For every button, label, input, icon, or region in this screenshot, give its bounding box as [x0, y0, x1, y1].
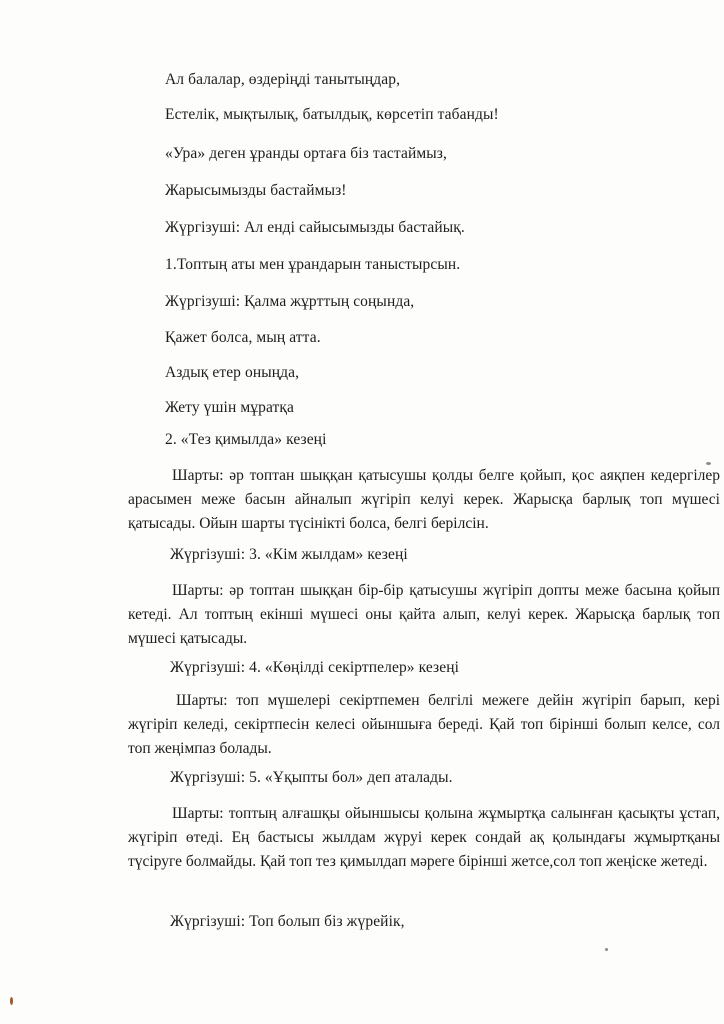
text-line-11: 2. «Тез қимылда» кезеңі	[165, 431, 327, 448]
text-line-3: «Ура» деген ұранды ортаға біз тастаймыз,	[165, 145, 447, 162]
scan-mark	[10, 997, 13, 1005]
text-line-4: Жарысымызды бастаймыз!	[165, 182, 347, 199]
text-line-8: Қажет болса, мың атта.	[165, 329, 321, 346]
paragraph-3: Шарты: топ мүшелері секіртпемен белгілі межеге дейін жүгіріп барып, кері жүгіріп келеді, секіртпесін келесі ойыншыға береді. Қай топ бірінші болып келсе, сол топ жеңімпаз болады.	[128, 692, 720, 757]
text-line-kim: Жүргізуші: 3. «Кім жылдам» кезеңі	[170, 546, 408, 563]
text-line-10: Жету үшін мұратқа	[165, 399, 295, 416]
text-line-konildi: Жүргізуші: 4. «Көңілді секіртпелер» кезеңі	[170, 659, 460, 676]
paragraph-2: Шарты: әр топтан шыққан бір-бір қатысушы жүгіріп допты меже басына қойып кетеді. Ал топтың екінші мүшесі оны қайта алып, келуі керек. Жарысқа барлық топ мүшесі қатысады.	[128, 582, 720, 647]
paragraph-4: Шарты: топтың алғашқы ойыншысы қолына жұмыртқа салынған қасықты ұстап, жүгіріп өтеді. Ең бастысы жылдам жүруі керек сондай ақ қолындағы жұмыртқаны түсіруге болмайды. Қай топ тез қимылдап мәреге бірінші жетсе,сол топ жеңіске жетеді.	[128, 805, 720, 870]
text-line-6: 1.Топтың аты мен ұрандарын таныстырсын.	[165, 256, 461, 273]
text-line-ukypty: Жүргізуші: 5. «Ұқыпты бол» деп аталады.	[170, 769, 453, 786]
text-line-7: Жүргізуші: Қалма жұрттың соңында,	[165, 293, 415, 310]
text-line-2: Естелік, мықтылық, батылдық, көрсетіп табанды!	[165, 106, 499, 123]
text-line-1: Ал балалар, өздеріңді танытыңдар,	[165, 71, 401, 88]
scan-speck	[706, 462, 711, 465]
text-line-5: Жүргізуші: Ал енді сайысымызды бастайық.	[165, 219, 465, 236]
paragraph-1: Шарты: әр топтан шыққан қатысушы қолды белге қойып, қос аяқпен кедергілер арасымен меже басын айналып жүгіріп келуі керек. Жарысқа барлық топ мүшесі қатысады. Ойын шарты түсінікті болса, белгі берілсін.	[128, 467, 720, 532]
text-line-last: Жүргізуші: Топ болып біз жүрейік,	[170, 913, 405, 930]
scan-speck-2	[605, 948, 608, 951]
text-line-9: Аздық етер оныңда,	[165, 364, 300, 381]
